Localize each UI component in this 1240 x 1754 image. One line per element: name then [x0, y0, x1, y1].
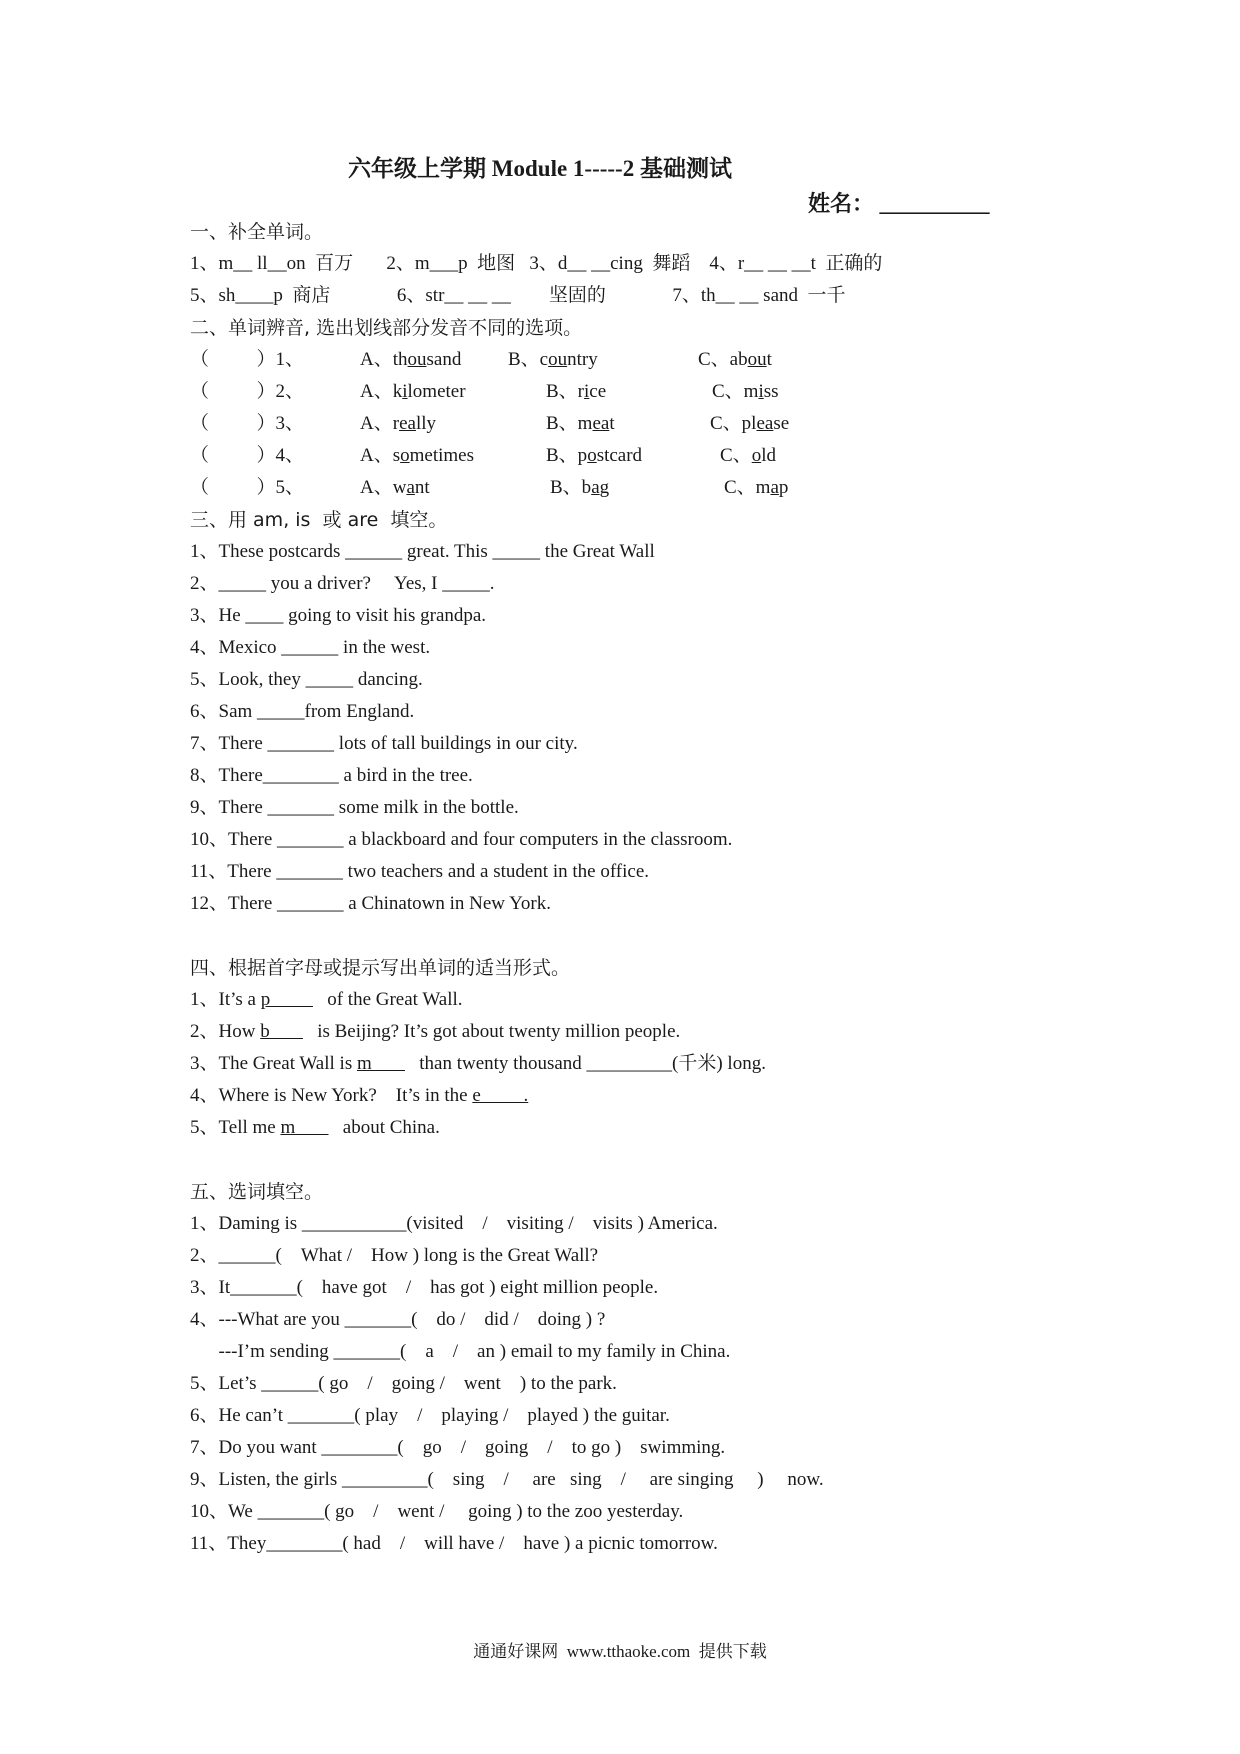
option-a: A、kilometer — [360, 381, 466, 402]
word-form-row: 1、It’s a p of the Great Wall. — [190, 989, 463, 1010]
word-form-row: 5、Tell me m about China. — [190, 1117, 440, 1138]
fill-row: 8、There________ a bird in the tree. — [190, 765, 473, 786]
fill-row: 6、Sam _____from England. — [190, 701, 415, 722]
choice-row: 9、Listen, the girls _________( sing / are sing / are singing ) now. — [190, 1469, 824, 1490]
option-a: A、thousand — [360, 349, 462, 370]
item-number: （ ）3、 — [190, 413, 305, 434]
fill-row: 11、There _______ two teachers and a student in the office. — [190, 861, 650, 882]
item-number: （ ）1、 — [190, 349, 305, 370]
choice-row: ---I’m sending _______( a / an ) email to my family in China. — [190, 1341, 731, 1362]
section5-heading: 五、选词填空。 — [190, 1181, 324, 1203]
fill-row: 12、There _______ a Chinatown in New York. — [190, 893, 551, 914]
section1-row: 1、m__ ll__on 百万 2、m___p 地图 3、d__ __cing 舞蹈 4、r__ __ __t 正确的 — [190, 253, 883, 274]
option-b: B、rice — [546, 381, 607, 402]
section1-row: 5、sh____p 商店 6、str__ __ __ 坚固的 7、th__ __ sand 一千 — [190, 285, 846, 306]
option-a: A、sometimes — [360, 445, 475, 466]
fill-row: 2、_____ you a driver? Yes, I _____. — [190, 573, 495, 594]
choice-row: 3、It_______( have got / has got ) eight million people. — [190, 1277, 659, 1298]
fill-row: 9、There _______ some milk in the bottle. — [190, 797, 519, 818]
option-c: C、please — [710, 413, 790, 434]
fill-row: 1、These postcards ______ great. This _____ the Great Wall — [190, 541, 655, 562]
section4-heading: 四、根据首字母或提示写出单词的适当形式。 — [190, 957, 571, 979]
word-form-row: 3、The Great Wall is m than twenty thousand _________(千米) long. — [190, 1053, 766, 1074]
page-footer: 通通好课网 www.tthaoke.com 提供下载 — [473, 1642, 767, 1661]
section3-heading: 三、用 am, is 或 are 填空。 — [190, 509, 448, 531]
fill-row: 4、Mexico ______ in the west. — [190, 637, 431, 658]
choice-row: 6、He can’t _______( play / playing / played ) the guitar. — [190, 1405, 670, 1426]
option-c: C、about — [698, 349, 772, 370]
phonics-item — [190, 475, 890, 501]
choice-row: 2、______( What / How ) long is the Great Wall? — [190, 1245, 599, 1266]
name-field-label: 姓名： __________ — [808, 191, 990, 216]
choice-row: 10、We _______( go / went / going ) to the zoo yesterday. — [190, 1501, 684, 1522]
option-c: C、miss — [712, 381, 779, 402]
option-b: B、bag — [550, 477, 610, 498]
phonics-item — [190, 411, 890, 437]
fill-row: 3、He ____ going to visit his grandpa. — [190, 605, 487, 626]
fill-row: 10、There _______ a blackboard and four computers in the classroom. — [190, 829, 733, 850]
option-b: B、meat — [546, 413, 615, 434]
item-number: （ ）4、 — [190, 445, 305, 466]
section2-heading: 二、单词辨音, 选出划线部分发音不同的选项。 — [190, 317, 583, 339]
option-a: A、want — [360, 477, 430, 498]
fill-row: 7、There _______ lots of tall buildings in our city. — [190, 733, 578, 754]
phonics-item — [190, 347, 890, 373]
option-b: B、country — [508, 349, 598, 370]
page-title: 六年级上学期 Module 1-----2 基础测试 — [348, 156, 732, 181]
word-form-row: 4、Where is New York? It’s in the e . — [190, 1085, 529, 1106]
option-b: B、postcard — [546, 445, 643, 466]
phonics-item — [190, 443, 890, 469]
item-number: （ ）5、 — [190, 477, 305, 498]
choice-row: 5、Let’s ______( go / going / went ) to the park. — [190, 1373, 617, 1394]
item-number: （ ）2、 — [190, 381, 305, 402]
option-c: C、old — [720, 445, 776, 466]
choice-row: 7、Do you want ________( go / going / to go ) swimming. — [190, 1437, 726, 1458]
word-form-row: 2、How b is Beijing? It’s got about twenty million people. — [190, 1021, 681, 1042]
choice-row: 4、---What are you _______( do / did / doing ) ? — [190, 1309, 606, 1330]
fill-row: 5、Look, they _____ dancing. — [190, 669, 423, 690]
option-c: C、map — [724, 477, 789, 498]
section1-heading: 一、补全单词。 — [190, 221, 324, 243]
phonics-item — [190, 379, 890, 405]
choice-row: 11、They________( had / will have / have ) a picnic tomorrow. — [190, 1533, 718, 1554]
option-a: A、really — [360, 413, 436, 434]
choice-row: 1、Daming is ___________(visited / visiting / visits ) America. — [190, 1213, 718, 1234]
